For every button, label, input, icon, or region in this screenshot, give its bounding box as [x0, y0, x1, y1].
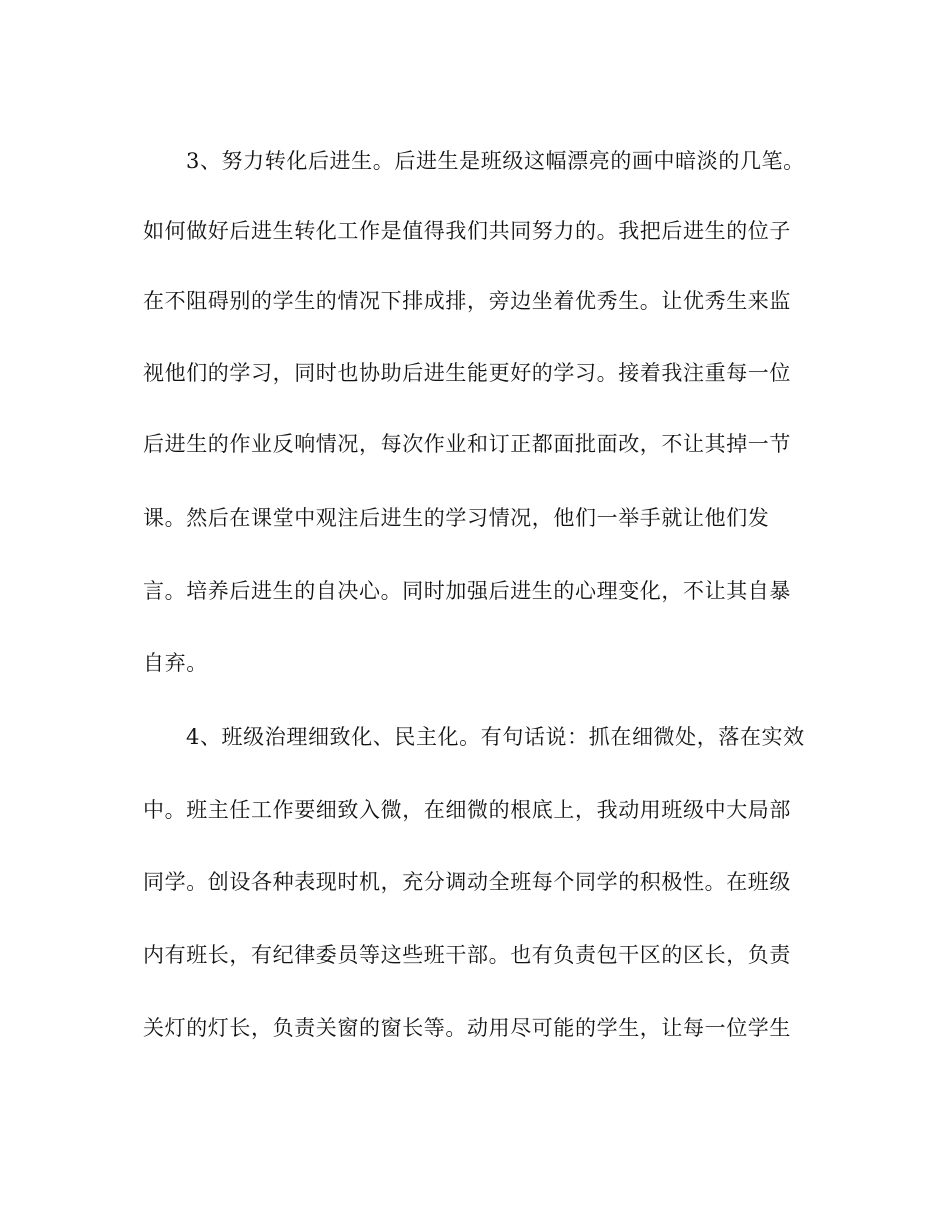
paragraph-3-line-8: 自弃。 — [143, 651, 208, 675]
paragraph-3-line-4: 视他们的学习，同时也协助后进生能更好的学习。接着我注重每一位 — [143, 361, 791, 385]
paragraph-3-line-1: 3、努力转化后进生。后进生是班级这幅漂亮的画中暗淡的几笔。 — [186, 149, 805, 173]
paragraph-3-line-5: 后进生的作业反响情况，每次作业和订正都面批面改，不让其掉一节 — [143, 432, 791, 456]
paragraph-4-line-1: 4、班级治理细致化、民主化。有句话说：抓在细微处，落在实效 — [186, 725, 805, 749]
paragraph-3-line-6: 课。然后在课堂中观注后进生的学习情况，他们一举手就让他们发 — [143, 506, 770, 530]
paragraph-4-line-3: 同学。创设各种表现时机，充分调动全班每个同学的积极性。在班级 — [143, 870, 791, 894]
paragraph-3-line-7: 言。培养后进生的自决心。同时加强后进生的心理变化，不让其自暴 — [143, 579, 791, 603]
paragraph-3-line-3: 在不阻碍别的学生的情况下排成排，旁边坐着优秀生。让优秀生来监 — [143, 289, 791, 313]
paragraph-4-line-5: 关灯的灯长，负责关窗的窗长等。动用尽可能的学生，让每一位学生 — [143, 1016, 791, 1040]
paragraph-4-line-2: 中。班主任工作要细致入微，在细微的根底上，我动用班级中大局部 — [143, 798, 791, 822]
paragraph-3-line-2: 如何做好后进生转化工作是值得我们共同努力的。我把后进生的位子 — [143, 219, 791, 243]
paragraph-4-line-4: 内有班长，有纪律委员等这些班干部。也有负责包干区的区长，负责 — [143, 943, 791, 967]
